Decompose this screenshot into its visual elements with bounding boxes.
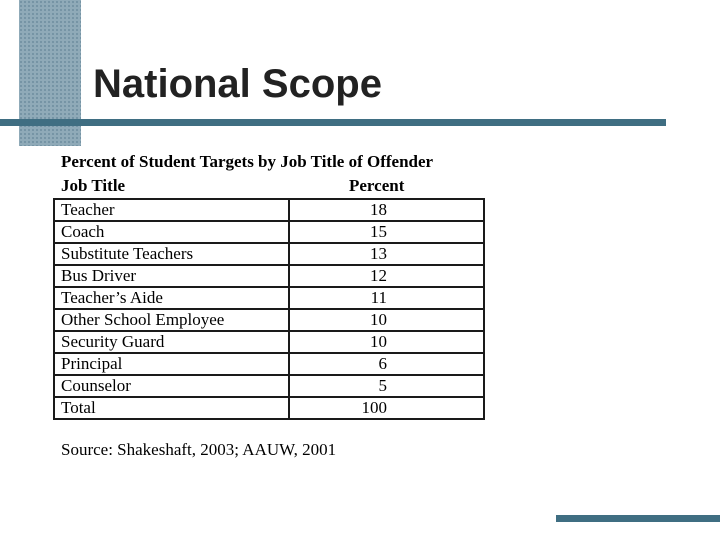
table-caption: Percent of Student Targets by Job Title of Offender: [61, 152, 434, 171]
title-rule: [0, 119, 666, 126]
header-percent: Percent: [349, 176, 405, 195]
percent-cell: 11: [289, 287, 484, 309]
percent-cell: 12: [289, 265, 484, 287]
percent-cell: 10: [289, 309, 484, 331]
percent-cell: 100: [289, 397, 484, 419]
percent-cell: 13: [289, 243, 484, 265]
table-row: [54, 375, 484, 397]
source-citation: Source: Shakeshaft, 2003; AAUW, 2001: [61, 440, 337, 459]
job-cell: Security Guard: [54, 331, 289, 353]
data-table: [53, 198, 485, 420]
job-cell: Substitute Teachers: [54, 243, 289, 265]
table-row: [54, 265, 484, 287]
percent-cell: 18: [289, 199, 484, 221]
table-row: [54, 353, 484, 375]
table-row: [54, 287, 484, 309]
table-row: [54, 199, 484, 221]
job-cell: Teacher’s Aide: [54, 287, 289, 309]
header-job-title: Job Title: [61, 176, 126, 195]
table-row: [54, 243, 484, 265]
job-cell: Other School Employee: [54, 309, 289, 331]
slide-title: National Scope: [93, 62, 382, 106]
table-row-total: [54, 397, 484, 419]
job-cell: Teacher: [54, 199, 289, 221]
job-cell: Total: [54, 397, 289, 419]
percent-cell: 10: [289, 331, 484, 353]
percent-cell: 5: [289, 375, 484, 397]
job-cell: Coach: [54, 221, 289, 243]
job-cell: Bus Driver: [54, 265, 289, 287]
percent-cell: 6: [289, 353, 484, 375]
percent-cell: 15: [289, 221, 484, 243]
table-row: [54, 309, 484, 331]
table-header-row: [61, 174, 486, 198]
job-cell: Counselor: [54, 375, 289, 397]
table-row: [54, 221, 484, 243]
footer-rule: [556, 515, 720, 522]
job-cell: Principal: [54, 353, 289, 375]
table-row: [54, 331, 484, 353]
